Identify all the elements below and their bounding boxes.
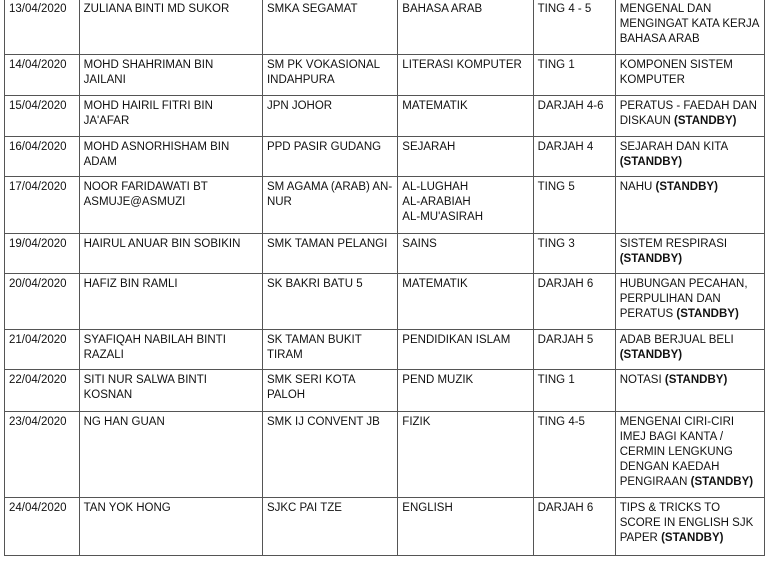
topic-cell: PERATUS - FAEDAH DAN DISKAUN (STANDBY) bbox=[615, 96, 764, 137]
topic-cell: ADAB BERJUAL BELI (STANDBY) bbox=[615, 330, 764, 370]
table-row bbox=[5, 370, 765, 412]
standby-tag: (STANDBY) bbox=[690, 476, 754, 488]
level-cell: DARJAH 4-6 bbox=[533, 96, 615, 137]
topic-cell: SEJARAH DAN KITA (STANDBY) bbox=[615, 137, 764, 177]
topic-cell: TIPS & TRICKS TO SCORE IN ENGLISH SJK PAPER (STANDBY) bbox=[615, 498, 764, 556]
subject-cell: MATEMATIK bbox=[398, 96, 533, 137]
school-cell: SMK IJ CONVENT JB bbox=[262, 412, 397, 498]
topic-cell: NAHU (STANDBY) bbox=[615, 177, 764, 234]
level-cell: DARJAH 6 bbox=[533, 274, 615, 330]
subject-cell: LITERASI KOMPUTER bbox=[398, 55, 533, 96]
name-cell: NOOR FARIDAWATI BT ASMUJE@ASMUZI bbox=[79, 177, 262, 234]
school-cell: SMK SERI KOTA PALOH bbox=[262, 370, 397, 412]
table-row bbox=[5, 412, 765, 498]
subject-cell: MATEMATIK bbox=[398, 274, 533, 330]
school-cell: SM AGAMA (ARAB) AN-NUR bbox=[262, 177, 397, 234]
standby-tag: (STANDBY) bbox=[619, 253, 683, 265]
table-row bbox=[5, 137, 765, 177]
table-row bbox=[5, 498, 765, 556]
name-cell: MOHD HAIRIL FITRI BIN JA'AFAR bbox=[79, 96, 262, 137]
standby-tag: (STANDBY) bbox=[674, 115, 737, 127]
subject-cell: FIZIK bbox=[398, 412, 533, 498]
school-cell: SJKC PAI TZE bbox=[262, 498, 397, 556]
table-row bbox=[5, 274, 765, 330]
school-cell: SMK TAMAN PELANGI bbox=[262, 234, 397, 274]
table-row bbox=[5, 234, 765, 274]
name-cell: ZULIANA BINTI MD SUKOR bbox=[79, 0, 262, 55]
date-cell: 23/04/2020 bbox=[5, 412, 80, 498]
level-cell: DARJAH 5 bbox=[533, 330, 615, 370]
subject-cell: AL-LUGHAH AL-ARABIAH AL-MU'ASIRAH bbox=[398, 177, 533, 234]
school-cell: SK TAMAN BUKIT TIRAM bbox=[262, 330, 397, 370]
schedule-table bbox=[4, 0, 765, 556]
table-row bbox=[5, 0, 765, 55]
name-cell: HAFIZ BIN RAMLI bbox=[79, 274, 262, 330]
level-cell: TING 3 bbox=[533, 234, 615, 274]
level-cell: TING 1 bbox=[533, 55, 615, 96]
table-row bbox=[5, 177, 765, 234]
subject-cell: SAINS bbox=[398, 234, 533, 274]
school-cell: PPD PASIR GUDANG bbox=[262, 137, 397, 177]
date-cell: 15/04/2020 bbox=[5, 96, 80, 137]
standby-tag: (STANDBY) bbox=[655, 181, 718, 193]
date-cell: 16/04/2020 bbox=[5, 137, 80, 177]
subject-cell: SEJARAH bbox=[398, 137, 533, 177]
schedule-table-body bbox=[5, 0, 765, 556]
name-cell: SITI NUR SALWA BINTI KOSNAN bbox=[79, 370, 262, 412]
school-cell: SM PK VOKASIONAL INDAHPURA bbox=[262, 55, 397, 96]
date-cell: 21/04/2020 bbox=[5, 330, 80, 370]
name-cell: TAN YOK HONG bbox=[79, 498, 262, 556]
date-cell: 14/04/2020 bbox=[5, 55, 80, 96]
date-cell: 24/04/2020 bbox=[5, 498, 80, 556]
date-cell: 22/04/2020 bbox=[5, 370, 80, 412]
topic-cell: SISTEM RESPIRASI (STANDBY) bbox=[615, 234, 764, 274]
table-row bbox=[5, 96, 765, 137]
level-cell: DARJAH 6 bbox=[533, 498, 615, 556]
standby-tag: (STANDBY) bbox=[664, 374, 728, 386]
name-cell: MOHD ASNORHISHAM BIN ADAM bbox=[79, 137, 262, 177]
subject-cell: ENGLISH bbox=[398, 498, 533, 556]
school-cell: JPN JOHOR bbox=[262, 96, 397, 137]
topic-cell: MENGENAL DAN MENGINGAT KATA KERJA BAHASA ARAB bbox=[615, 0, 764, 55]
topic-cell: MENGENAI CIRI-CIRI IMEJ BAGI KANTA / CERMIN LENGKUNG DENGAN KAEDAH PENGIRAAN (STANDBY) bbox=[615, 412, 764, 498]
topic-cell: HUBUNGAN PECAHAN, PERPULIHAN DAN PERATUS (STANDBY) bbox=[615, 274, 764, 330]
standby-tag: (STANDBY) bbox=[661, 532, 724, 544]
school-cell: SMKA SEGAMAT bbox=[262, 0, 397, 55]
table-row bbox=[5, 330, 765, 370]
standby-tag: (STANDBY) bbox=[619, 349, 683, 361]
school-cell: SK BAKRI BATU 5 bbox=[262, 274, 397, 330]
standby-tag: (STANDBY) bbox=[619, 156, 683, 168]
name-cell: SYAFIQAH NABILAH BINTI RAZALI bbox=[79, 330, 262, 370]
date-cell: 20/04/2020 bbox=[5, 274, 80, 330]
level-cell: TING 1 bbox=[533, 370, 615, 412]
name-cell: HAIRUL ANUAR BIN SOBIKIN bbox=[79, 234, 262, 274]
topic-cell: NOTASI (STANDBY) bbox=[615, 370, 764, 412]
level-cell: TING 5 bbox=[533, 177, 615, 234]
subject-cell: PEND MUZIK bbox=[398, 370, 533, 412]
topic-cell: KOMPONEN SISTEM KOMPUTER bbox=[615, 55, 764, 96]
date-cell: 19/04/2020 bbox=[5, 234, 80, 274]
date-cell: 13/04/2020 bbox=[5, 0, 80, 55]
name-cell: MOHD SHAHRIMAN BIN JAILANI bbox=[79, 55, 262, 96]
level-cell: DARJAH 4 bbox=[533, 137, 615, 177]
name-cell: NG HAN GUAN bbox=[79, 412, 262, 498]
table-row bbox=[5, 55, 765, 96]
date-cell: 17/04/2020 bbox=[5, 177, 80, 234]
level-cell: TING 4 - 5 bbox=[533, 0, 615, 55]
level-cell: TING 4-5 bbox=[533, 412, 615, 498]
subject-cell: BAHASA ARAB bbox=[398, 0, 533, 55]
standby-tag: (STANDBY) bbox=[676, 308, 739, 320]
subject-cell: PENDIDIKAN ISLAM bbox=[398, 330, 533, 370]
